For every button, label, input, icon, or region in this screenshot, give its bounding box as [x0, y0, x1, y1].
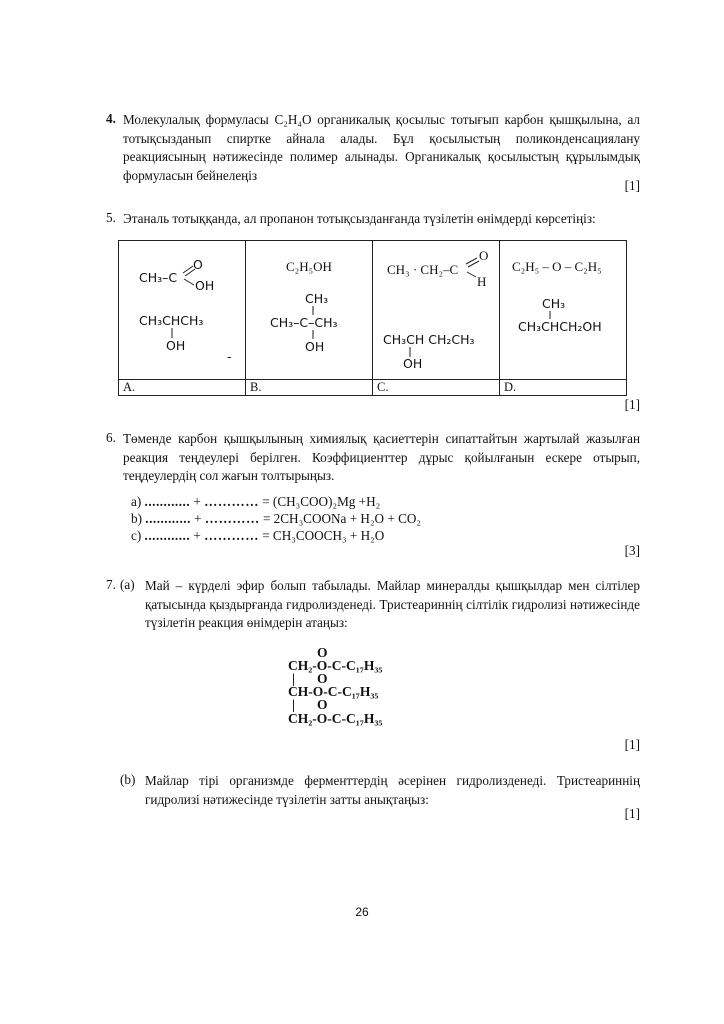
- eq-c-rhs: = CH₃COOCH₃ + H₂O: [262, 528, 385, 543]
- eq-a-label: a): [131, 494, 142, 509]
- q4-number: 4.: [106, 111, 116, 126]
- eq-a-plus: +: [193, 494, 201, 509]
- q7a-text: Май – күрделі эфир болып табылады. Майлар минералды қышқылдар мен сілтілер қатысында қыздырғанда гидролизденеді. Тристеариннің сілтілік гидролизі нәтижесінде түзілетін реакция өнімдерін атаңыз:: [145, 578, 640, 630]
- option-c-oh: OH: [403, 356, 423, 371]
- option-a-bond-2: [119, 241, 129, 251]
- option-d-cell: [500, 241, 627, 380]
- eq-c-plus: +: [193, 528, 201, 543]
- tristearin-structure: [288, 642, 428, 742]
- q5-mark: [1]: [624, 397, 640, 412]
- q6-equation-c: [131, 528, 384, 545]
- q7a-label: (a): [120, 577, 135, 592]
- option-c-formula-2: CH₃CH CH₂CH₃: [383, 332, 475, 347]
- option-c-formula-1: CH₃ · CH₂–C: [387, 262, 459, 277]
- eq-a-blank-1: ............: [144, 494, 191, 509]
- tri-row-3: CH₂-O-C-C₁₇H₃₅: [288, 711, 383, 726]
- eq-b-label: b): [131, 511, 142, 526]
- option-a-cell: [119, 241, 246, 380]
- eq-c-blank-1: ............: [144, 528, 191, 543]
- tri-o-1: O: [317, 645, 328, 660]
- q5-number: 5.: [106, 210, 116, 225]
- option-b-cell: [246, 241, 373, 380]
- q6-equation-a: [131, 494, 380, 511]
- tri-row-2: CH-O-C-C₁₇H₃₅: [288, 684, 379, 699]
- q4-mark: [1]: [624, 178, 640, 193]
- q6-number: 6.: [106, 430, 116, 445]
- option-d-label: D.: [500, 380, 627, 396]
- option-d-formula-2: CH₃CHCH₂OH: [518, 319, 602, 334]
- option-a-label: A.: [119, 380, 246, 396]
- option-a-dash: -: [227, 349, 232, 364]
- option-d-ch3: CH₃: [542, 296, 566, 311]
- option-d-bond: [500, 241, 510, 251]
- option-b-label: B.: [246, 380, 373, 396]
- q6-text: Төменде карбон қышқылының химиялық қасиеттерін сипаттайтын жартылай жазылған реакция теңдеулері берілген. Коэффициенттер дұрыс қойылғанын ескере отырып, теңдеулердің сол жағын толтырыңыз.: [123, 431, 640, 483]
- q7a-mark: [1]: [624, 737, 640, 752]
- eq-b-plus: +: [194, 511, 202, 526]
- option-b-bonds: [246, 241, 256, 251]
- option-c-cell: [373, 241, 500, 380]
- tri-bar-2: |: [292, 697, 295, 712]
- eq-b-blank-1: ............: [145, 511, 191, 526]
- option-c-o: O: [479, 248, 489, 263]
- tri-row-1: CH₂-O-C-C₁₇H₃₅: [288, 658, 383, 673]
- q6-mark: [3]: [624, 543, 640, 558]
- q5-text: Этаналь тотыққанда, ал пропанон тотықсызданғанда түзілетін өнімдерді көрсетіңіз:: [123, 211, 596, 226]
- option-d-formula-1: C₂H₅ – O – C₂H₅: [512, 259, 602, 274]
- eq-c-label: c): [131, 528, 142, 543]
- tri-o-2: O: [317, 671, 328, 686]
- option-b-oh: OH: [305, 339, 325, 354]
- q5-options-table: [118, 240, 627, 396]
- option-a-formula-1: CH₃–C: [139, 270, 178, 285]
- q7b-mark: [1]: [624, 806, 640, 821]
- option-b-formula-2: CH₃–C–CH₃: [270, 315, 338, 330]
- eq-a-rhs: = (CH₃COO)₂Mg +H₂: [262, 494, 381, 509]
- q6-equation-b: [131, 511, 421, 528]
- page-number: 26: [355, 905, 369, 919]
- option-a-formula-2-oh: OH: [166, 338, 186, 353]
- eq-b-blank-2: …………: [204, 511, 260, 526]
- option-c-label: C.: [373, 380, 500, 396]
- option-b-formula-1: C₂H₅OH: [286, 259, 332, 274]
- q7b-label: (b): [120, 772, 136, 787]
- q7-number: 7.: [106, 577, 116, 592]
- tri-bar-1: |: [292, 671, 295, 686]
- eq-a-blank-2: …………: [204, 494, 259, 509]
- eq-b-rhs: = 2CH₃COONa + H₂O + CO₂: [262, 511, 422, 526]
- option-b-ch3-top: CH₃: [305, 291, 329, 306]
- option-c-h: H: [477, 274, 487, 289]
- option-a-oh: OH: [195, 278, 215, 293]
- q7b-text: Майлар тірі организмде ферменттердің әсерінен гидролизденеді. Тристеариннің гидролизі нәтижесінде түзілетін затты анықтаңыз:: [145, 773, 640, 807]
- option-a-formula-2: CH₃CHCH₃: [139, 313, 204, 328]
- option-c-bonds: [373, 241, 383, 251]
- q4-text: Молекулалық формуласы C₂H₄O органикалық қосылыс тотығып карбон қышқылына, ал тотықсызданып спиртке айнала алады. Бұл қосылыстың поликонденсациялану реакциясының нәтижесінде полимер алынады. Органикалық қосылыстың құрылымдық формуласын бейнелеңіз: [123, 112, 640, 183]
- option-a-o: O: [193, 257, 203, 272]
- tri-o-3: O: [317, 697, 328, 712]
- eq-c-blank-2: …………: [204, 528, 259, 543]
